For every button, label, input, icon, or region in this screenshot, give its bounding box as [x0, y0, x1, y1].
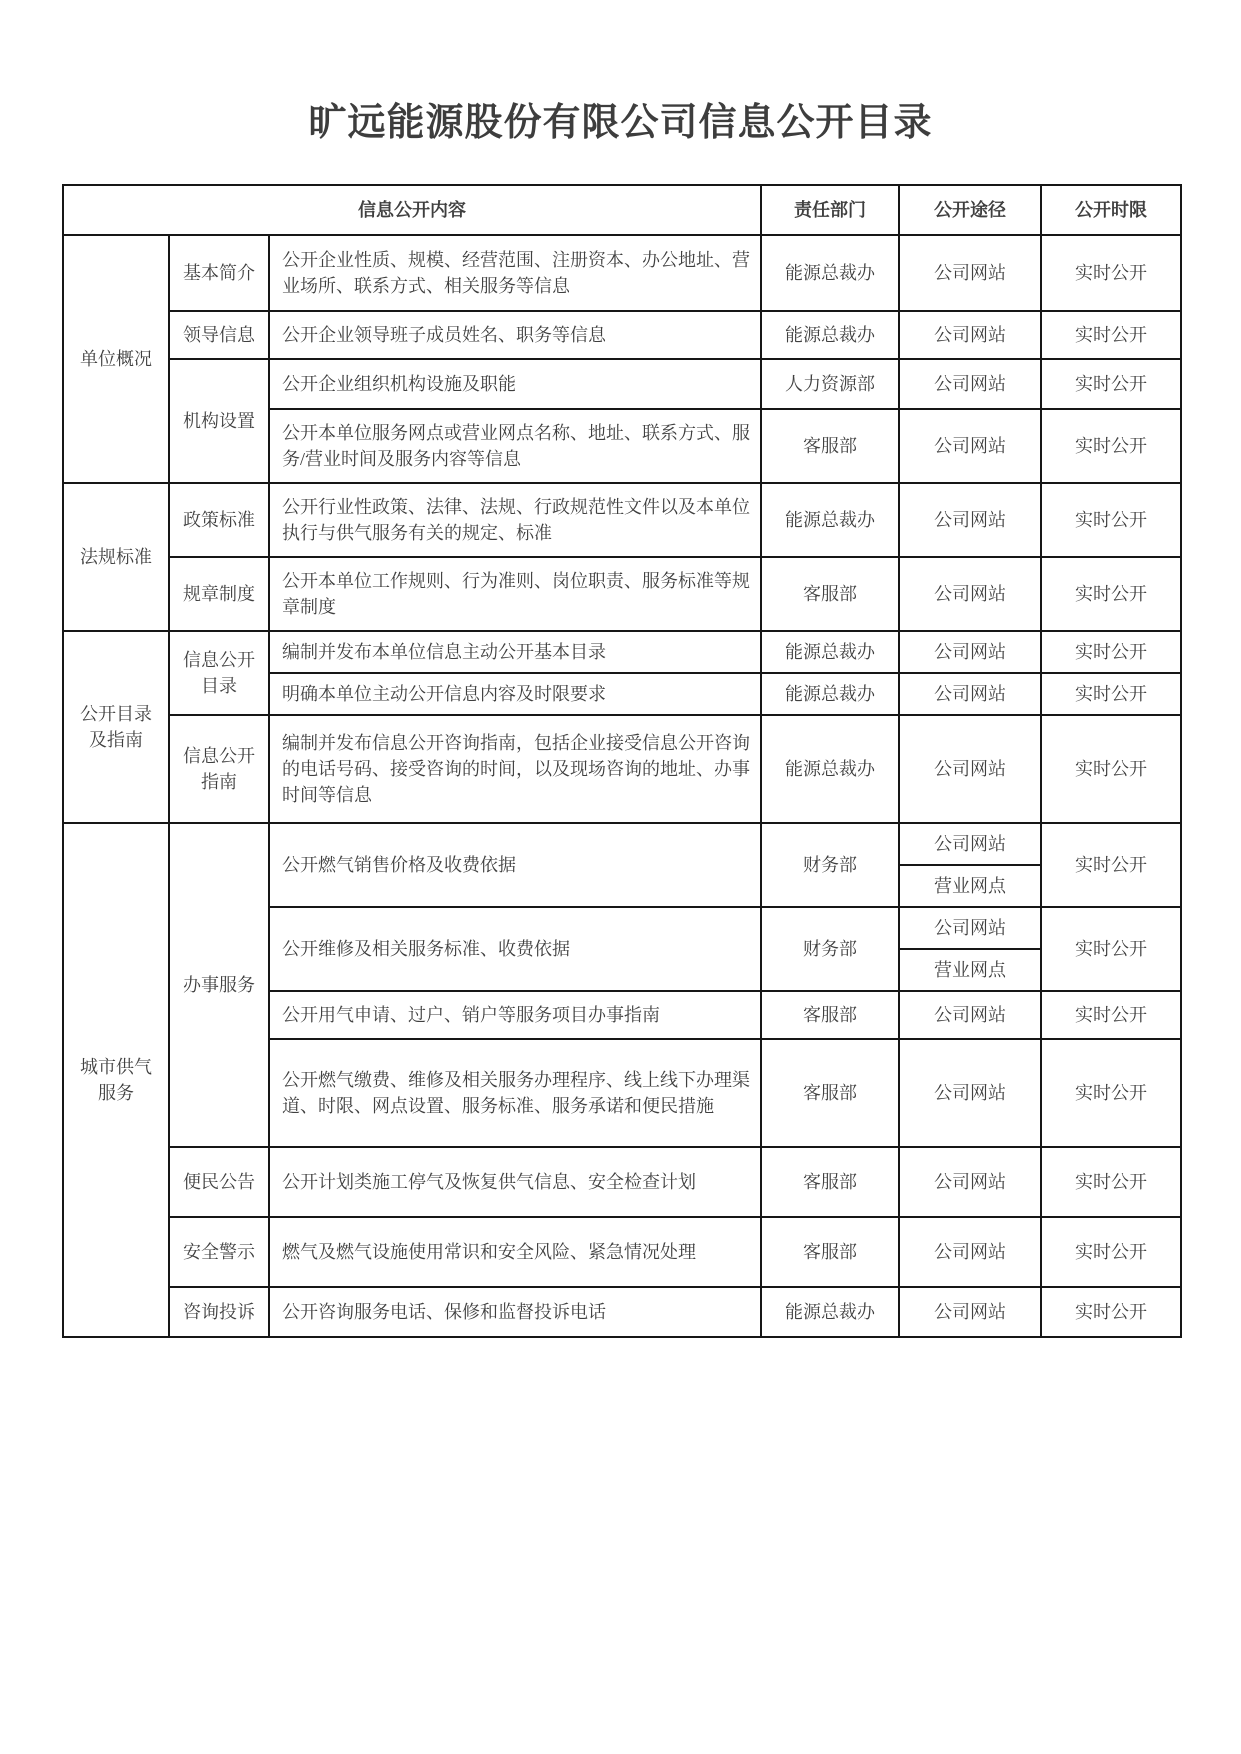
- department-cell: 能源总裁办: [761, 311, 899, 359]
- content-cell: 公开行业性政策、法律、法规、行政规范性文件以及本单位执行与供气服务有关的规定、标准: [269, 483, 761, 557]
- table-row: [63, 557, 1181, 631]
- table-row: [63, 1147, 1181, 1217]
- channel-cell: 公司网站: [899, 1217, 1041, 1287]
- header-department: 责任部门: [761, 185, 899, 235]
- table-row: [63, 235, 1181, 311]
- subcategory-cell: 便民公告: [169, 1147, 269, 1217]
- department-cell: 能源总裁办: [761, 673, 899, 715]
- category-cell: 公开目录及指南: [63, 631, 169, 823]
- department-cell: 客服部: [761, 991, 899, 1039]
- deadline-cell: 实时公开: [1041, 715, 1181, 823]
- channel-cell: 营业网点: [899, 949, 1041, 991]
- channel-cell: 公司网站: [899, 409, 1041, 483]
- content-cell: 公开计划类施工停气及恢复供气信息、安全检查计划: [269, 1147, 761, 1217]
- channel-cell: 公司网站: [899, 823, 1041, 865]
- deadline-cell: 实时公开: [1041, 311, 1181, 359]
- subcategory-cell: 信息公开目录: [169, 631, 269, 715]
- department-cell: 人力资源部: [761, 359, 899, 409]
- content-cell: 公开本单位服务网点或营业网点名称、地址、联系方式、服务/营业时间及服务内容等信息: [269, 409, 761, 483]
- subcategory-cell: 机构设置: [169, 359, 269, 483]
- content-cell: 公开维修及相关服务标准、收费依据: [269, 907, 761, 991]
- channel-cell: 公司网站: [899, 673, 1041, 715]
- deadline-cell: 实时公开: [1041, 991, 1181, 1039]
- header-channel: 公开途径: [899, 185, 1041, 235]
- department-cell: 客服部: [761, 1039, 899, 1147]
- deadline-cell: 实时公开: [1041, 557, 1181, 631]
- department-cell: 客服部: [761, 409, 899, 483]
- channel-cell: 公司网站: [899, 483, 1041, 557]
- channel-cell: 公司网站: [899, 557, 1041, 631]
- deadline-cell: 实时公开: [1041, 907, 1181, 991]
- deadline-cell: 实时公开: [1041, 483, 1181, 557]
- content-cell: 公开本单位工作规则、行为准则、岗位职责、服务标准等规章制度: [269, 557, 761, 631]
- channel-cell: 公司网站: [899, 631, 1041, 673]
- header-content: 信息公开内容: [63, 185, 761, 235]
- content-cell: 燃气及燃气设施使用常识和安全风险、紧急情况处理: [269, 1217, 761, 1287]
- channel-cell: 公司网站: [899, 1147, 1041, 1217]
- subcategory-cell: 信息公开指南: [169, 715, 269, 823]
- channel-cell: 公司网站: [899, 359, 1041, 409]
- department-cell: 能源总裁办: [761, 715, 899, 823]
- content-cell: 明确本单位主动公开信息内容及时限要求: [269, 673, 761, 715]
- channel-cell: 公司网站: [899, 715, 1041, 823]
- subcategory-cell: 咨询投诉: [169, 1287, 269, 1337]
- deadline-cell: 实时公开: [1041, 1217, 1181, 1287]
- deadline-cell: 实时公开: [1041, 823, 1181, 907]
- table-row: [63, 1287, 1181, 1337]
- content-cell: 公开企业组织机构设施及职能: [269, 359, 761, 409]
- table-row: [63, 715, 1181, 823]
- table-header-row: [63, 185, 1181, 235]
- subcategory-cell: 基本简介: [169, 235, 269, 311]
- content-cell: 公开企业性质、规模、经营范围、注册资本、办公地址、营业场所、联系方式、相关服务等信息: [269, 235, 761, 311]
- category-cell: 城市供气服务: [63, 823, 169, 1337]
- table-row: [63, 311, 1181, 359]
- subcategory-cell: 政策标准: [169, 483, 269, 557]
- department-cell: 客服部: [761, 1217, 899, 1287]
- subcategory-cell: 安全警示: [169, 1217, 269, 1287]
- category-cell: 法规标准: [63, 483, 169, 631]
- channel-cell: 公司网站: [899, 991, 1041, 1039]
- subcategory-cell: 办事服务: [169, 823, 269, 1147]
- subcategory-cell: 领导信息: [169, 311, 269, 359]
- table-row: [63, 823, 1181, 865]
- content-cell: 公开用气申请、过户、销户等服务项目办事指南: [269, 991, 761, 1039]
- department-cell: 能源总裁办: [761, 483, 899, 557]
- header-deadline: 公开时限: [1041, 185, 1181, 235]
- channel-cell: 公司网站: [899, 1287, 1041, 1337]
- content-cell: 公开燃气缴费、维修及相关服务办理程序、线上线下办理渠道、时限、网点设置、服务标准、服务承诺和便民措施: [269, 1039, 761, 1147]
- page-title: 旷远能源股份有限公司信息公开目录: [308, 102, 933, 144]
- table-row: [63, 1217, 1181, 1287]
- channel-cell: 公司网站: [899, 235, 1041, 311]
- content-cell: 公开企业领导班子成员姓名、职务等信息: [269, 311, 761, 359]
- deadline-cell: 实时公开: [1041, 1287, 1181, 1337]
- deadline-cell: 实时公开: [1041, 359, 1181, 409]
- department-cell: 财务部: [761, 907, 899, 991]
- department-cell: 能源总裁办: [761, 1287, 899, 1337]
- channel-cell: 公司网站: [899, 1039, 1041, 1147]
- table-row: [63, 359, 1181, 409]
- channel-cell: 公司网站: [899, 311, 1041, 359]
- department-cell: 能源总裁办: [761, 235, 899, 311]
- disclosure-table: [62, 184, 1182, 1338]
- deadline-cell: 实时公开: [1041, 631, 1181, 673]
- department-cell: 客服部: [761, 557, 899, 631]
- channel-cell: 营业网点: [899, 865, 1041, 907]
- content-cell: 编制并发布本单位信息主动公开基本目录: [269, 631, 761, 673]
- table-row: [63, 483, 1181, 557]
- department-cell: 财务部: [761, 823, 899, 907]
- department-cell: 客服部: [761, 1147, 899, 1217]
- deadline-cell: 实时公开: [1041, 235, 1181, 311]
- content-cell: 公开咨询服务电话、保修和监督投诉电话: [269, 1287, 761, 1337]
- subcategory-cell: 规章制度: [169, 557, 269, 631]
- table-row: [63, 631, 1181, 673]
- department-cell: 能源总裁办: [761, 631, 899, 673]
- deadline-cell: 实时公开: [1041, 673, 1181, 715]
- deadline-cell: 实时公开: [1041, 1147, 1181, 1217]
- deadline-cell: 实时公开: [1041, 1039, 1181, 1147]
- content-cell: 编制并发布信息公开咨询指南，包括企业接受信息公开咨询的电话号码、接受咨询的时间，以及现场咨询的地址、办事时间等信息: [269, 715, 761, 823]
- content-cell: 公开燃气销售价格及收费依据: [269, 823, 761, 907]
- category-cell: 单位概况: [63, 235, 169, 483]
- channel-cell: 公司网站: [899, 907, 1041, 949]
- deadline-cell: 实时公开: [1041, 409, 1181, 483]
